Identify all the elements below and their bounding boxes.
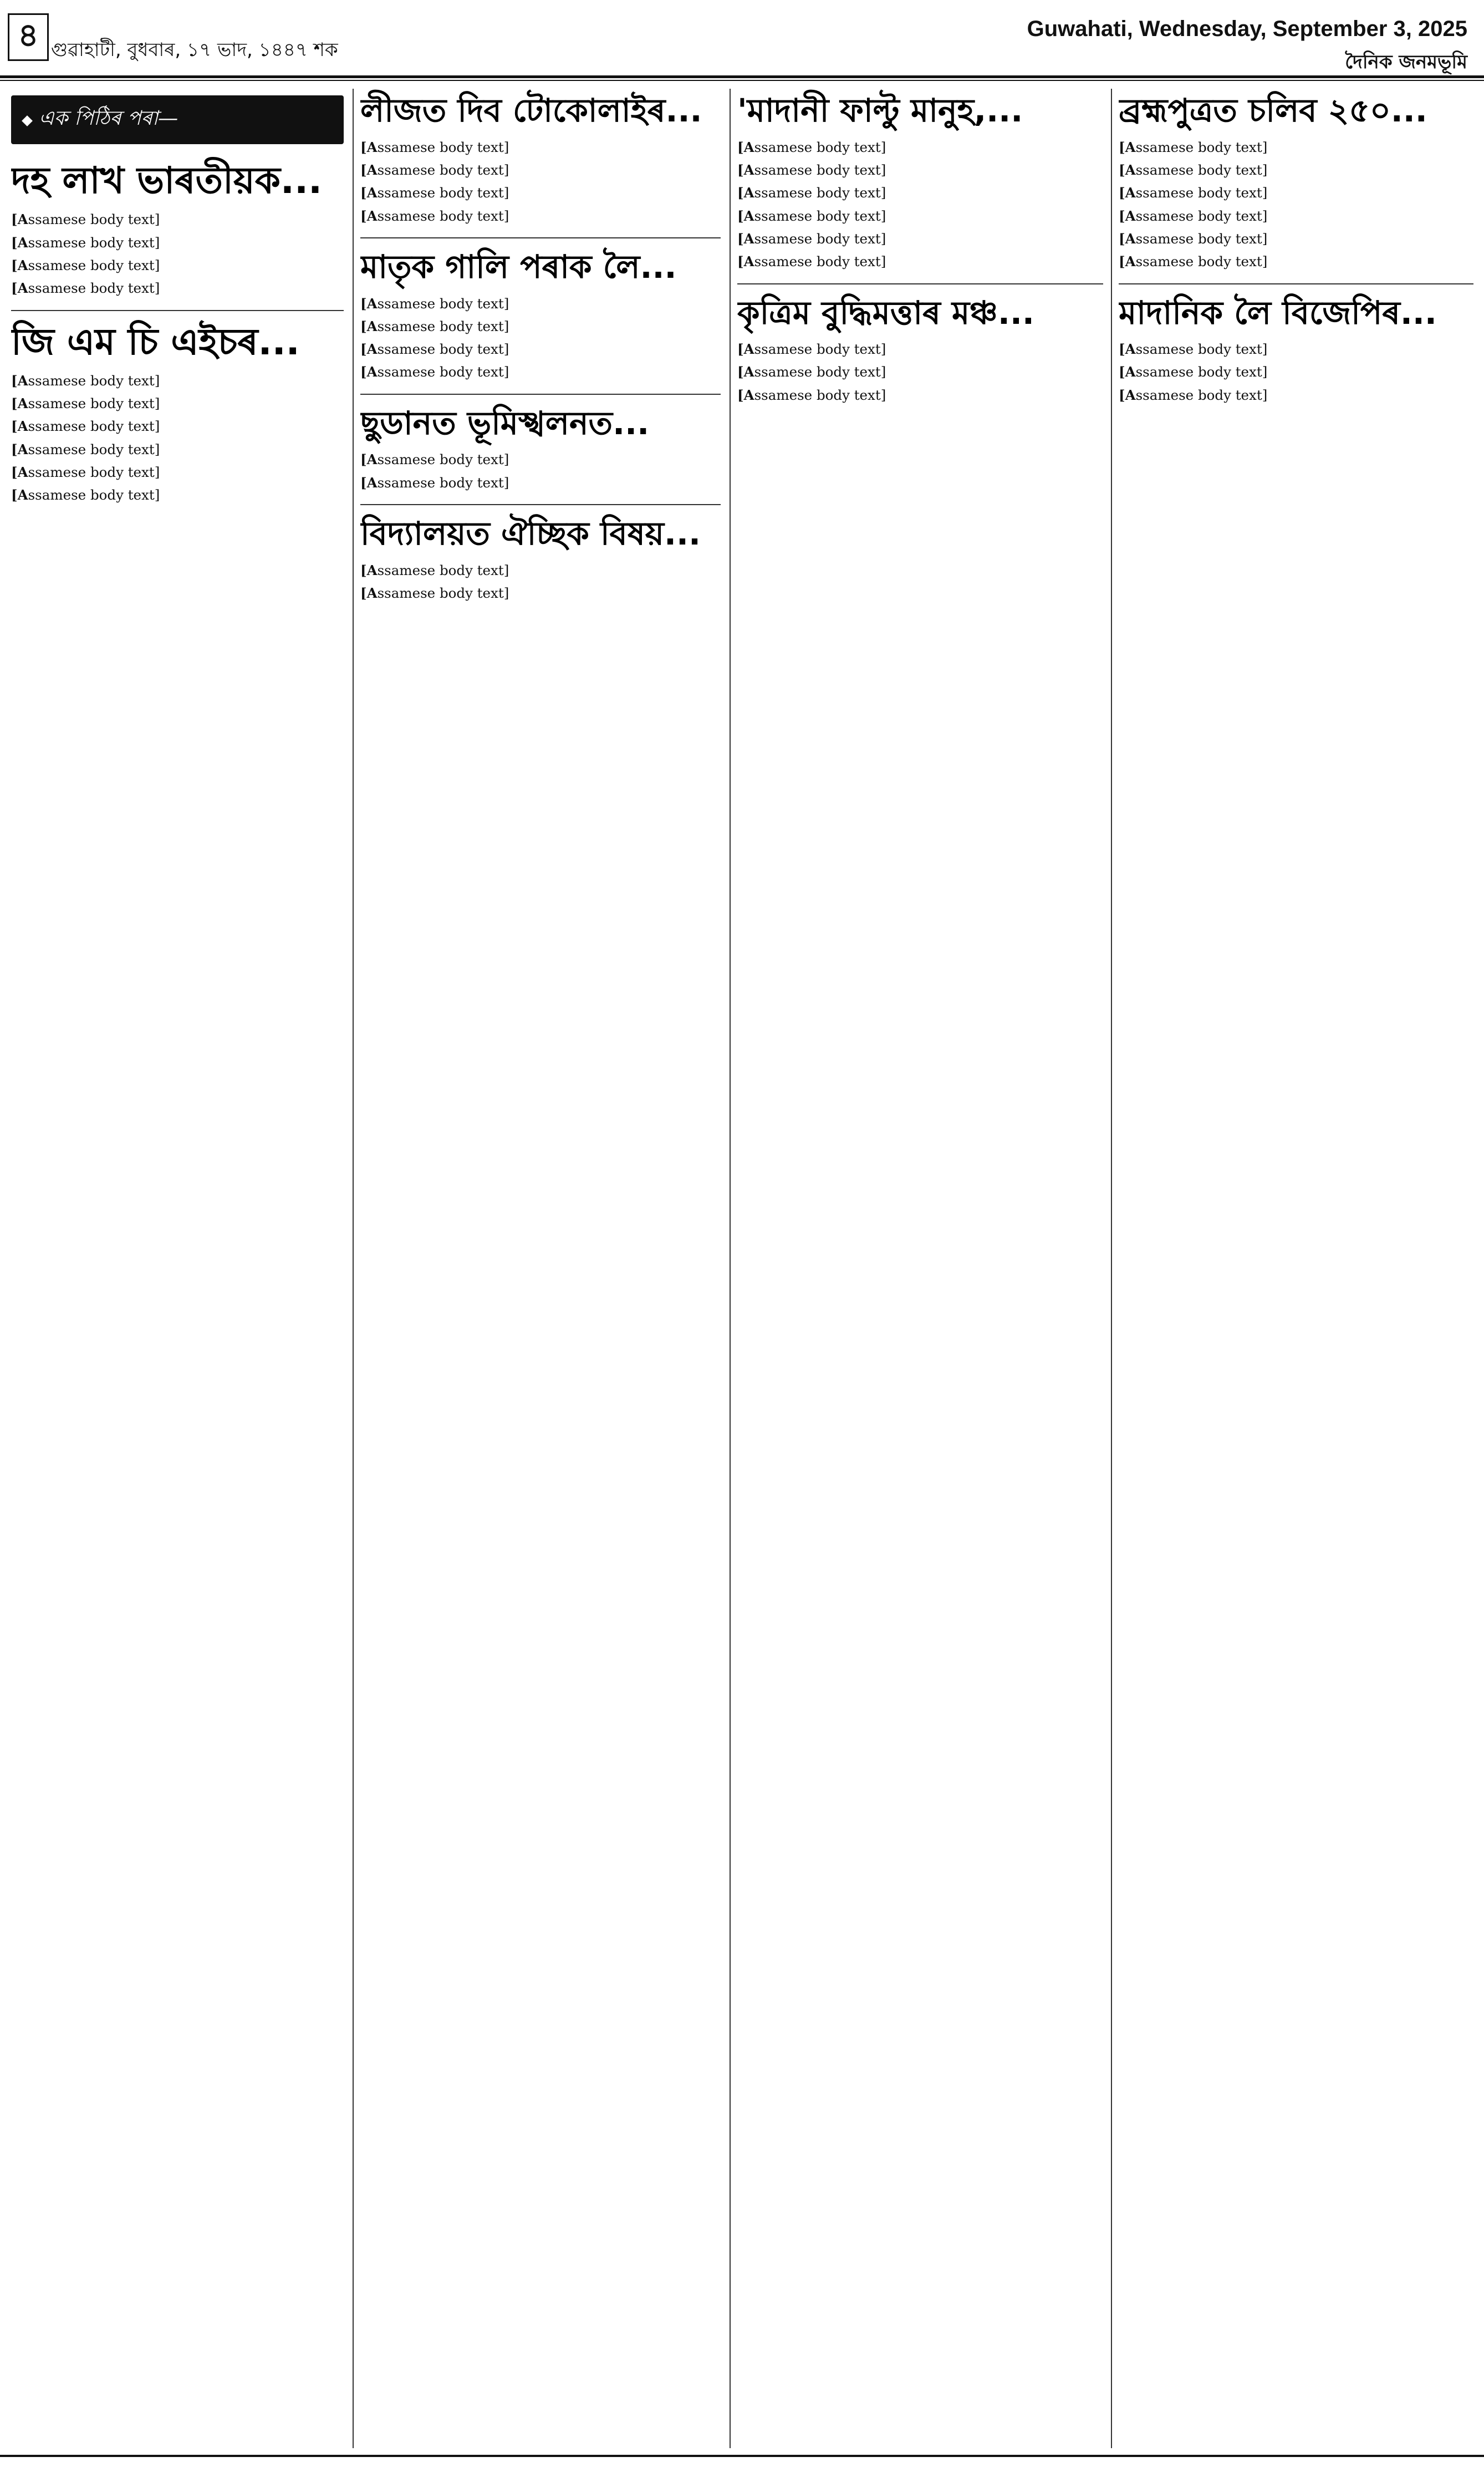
article-paragraph: [Assamese body text]: [1119, 139, 1268, 155]
article-paragraph: [Assamese body text]: [1119, 161, 1268, 178]
article-paragraph: [Assamese body text]: [11, 234, 160, 251]
dateline-assamese: গুৱাহাটী, বুধবাৰ, ১৭ ভাদ, ১৪৪৭ শক: [51, 39, 338, 61]
article-dah-lakh: [11, 161, 344, 298]
article-paragraph: [Assamese body text]: [1119, 185, 1268, 201]
column-4: [1119, 89, 1473, 2448]
column-1: [11, 89, 344, 2448]
article-paragraph: [Assamese body text]: [11, 395, 160, 412]
article-school-elective: [360, 516, 721, 602]
article-paragraph: [Assamese body text]: [737, 139, 886, 155]
article-paragraph: [Assamese body text]: [11, 372, 160, 389]
article-paragraph: [Assamese body text]: [737, 185, 886, 201]
article-paragraph: [Assamese body text]: [11, 487, 160, 503]
header-rule: [0, 75, 1484, 78]
column-2: [360, 89, 721, 2448]
article-madani-faltu: [737, 93, 1103, 271]
article-paragraph: [Assamese body text]: [1119, 253, 1268, 270]
article-headline: বিদ্যালয়ত ঐচ্ছিক বিষয়...: [360, 515, 701, 552]
column-3: [737, 89, 1103, 2448]
header-rule-thin: [0, 80, 1484, 81]
article-paragraph: [Assamese body text]: [1119, 207, 1268, 224]
article-divider: [360, 394, 721, 395]
article-paragraph: [Assamese body text]: [360, 295, 509, 312]
article-paragraph: [Assamese body text]: [11, 280, 160, 297]
article-headline: লীজত দিব টোকোলাইৰ...: [360, 91, 702, 129]
article-paragraph: [Assamese body text]: [1119, 386, 1268, 403]
article-paragraph: [Assamese body text]: [360, 562, 509, 578]
article-paragraph: [Assamese body text]: [737, 341, 886, 358]
article-headline: ছুডানত ভূমিস্খলনত...: [360, 404, 650, 442]
article-headline: দহ লাখ ভাৰতীয়ক...: [11, 159, 323, 202]
article-divider: [1119, 283, 1473, 284]
article-paragraph: [Assamese body text]: [360, 318, 509, 334]
column-divider: [730, 89, 731, 2448]
article-paragraph: [Assamese body text]: [737, 364, 886, 380]
article-headline: জি এম চি এইচৰ...: [11, 320, 300, 363]
article-paragraph: [Assamese body text]: [11, 441, 160, 457]
masthead: দৈনিক জনমভূমি: [1345, 51, 1467, 73]
footer-rule: [0, 2455, 1484, 2457]
article-paragraph: [Assamese body text]: [360, 185, 509, 201]
section-label: এক পিঠিৰ পৰা—: [39, 107, 179, 130]
article-divider: [360, 237, 721, 238]
article-paragraph: [Assamese body text]: [360, 364, 509, 380]
page-number: ৪: [8, 13, 49, 61]
article-headline: মাদানিক লৈ বিজেপিৰ...: [1119, 293, 1437, 332]
article-divider: [11, 310, 344, 311]
article-paragraph: [Assamese body text]: [1119, 364, 1268, 380]
article-paragraph: [Assamese body text]: [360, 207, 509, 224]
article-sudan-landslide: [360, 406, 721, 492]
article-headline: মাতৃক গালি পৰাক লৈ...: [360, 247, 677, 286]
article-divider: [737, 283, 1103, 284]
article-paragraph: [Assamese body text]: [11, 464, 160, 481]
article-paragraph: [Assamese body text]: [11, 211, 160, 228]
article-ai-platform: [737, 293, 1103, 405]
article-madani-bjp: [1119, 293, 1473, 405]
article-matrik-gali: [360, 247, 721, 382]
article-paragraph: [Assamese body text]: [737, 161, 886, 178]
article-paragraph: [Assamese body text]: [11, 257, 160, 273]
article-paragraph: [Assamese body text]: [360, 139, 509, 155]
article-paragraph: [Assamese body text]: [360, 451, 509, 468]
article-paragraph: [Assamese body text]: [737, 230, 886, 247]
article-gmch: [11, 322, 344, 505]
dateline-english: Guwahati, Wednesday, September 3, 2025: [1027, 17, 1467, 41]
article-headline: ব্ৰহ্মপুত্ৰত চলিব ২৫০...: [1119, 91, 1427, 129]
article-paragraph: [Assamese body text]: [737, 386, 886, 403]
article-paragraph: [Assamese body text]: [11, 418, 160, 435]
article-divider: [360, 504, 721, 505]
article-paragraph: [Assamese body text]: [1119, 341, 1268, 358]
page-header: [0, 0, 1484, 83]
article-paragraph: [Assamese body text]: [1119, 230, 1268, 247]
column-divider: [1111, 89, 1112, 2448]
diamond-icon: [22, 115, 33, 126]
article-lease-tocklai: [360, 93, 721, 225]
article-paragraph: [Assamese body text]: [737, 253, 886, 270]
article-headline: 'মাদানী ফাল্টু মানুহ,...: [737, 91, 1023, 129]
article-paragraph: [Assamese body text]: [360, 474, 509, 491]
article-headline: কৃত্ৰিম বুদ্ধিমত্তাৰ মঞ্চ...: [737, 293, 1034, 332]
article-paragraph: [Assamese body text]: [360, 341, 509, 358]
article-paragraph: [Assamese body text]: [360, 161, 509, 178]
article-paragraph: [Assamese body text]: [737, 207, 886, 224]
article-paragraph: [Assamese body text]: [360, 584, 509, 601]
column-divider: [353, 89, 354, 2448]
section-banner: [11, 95, 344, 144]
article-brahmaputra-250: [1119, 93, 1473, 271]
